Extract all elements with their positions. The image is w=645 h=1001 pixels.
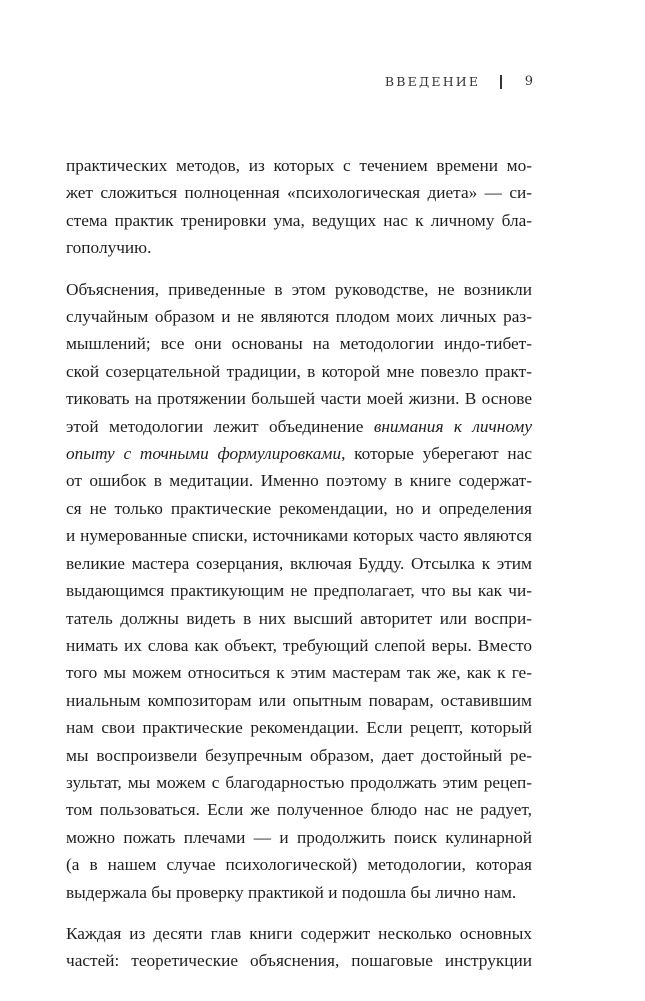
paragraph-1: [66, 152, 532, 262]
header-separator: [500, 75, 502, 89]
text-line: (а в нашем случае психологической) методологии, которая: [66, 855, 532, 875]
text-line: частей: теоретические объяснения, пошаговые инструкции: [66, 951, 532, 971]
text-line: того мы можем относиться к этим мастерам так же, как к ге-: [66, 663, 532, 683]
line-text: этой методологии лежит объединение: [66, 416, 364, 436]
text-line: тиковать на протяжении большей части моей жизни. В основе: [66, 389, 532, 409]
text-line: гополучию.: [66, 238, 152, 258]
text-line: мы воспроизвели безупречным образом, дает достойный ре-: [66, 745, 532, 765]
paragraph-3: [66, 920, 532, 975]
line-text: , которые уберегают нас: [341, 444, 532, 464]
text-line: Объяснения, приведенные в этом руководстве, не возникли: [66, 279, 532, 299]
paragraph-2: [66, 276, 532, 906]
text-line: Каждая из десяти глав книги содержит несколько основных: [66, 923, 532, 943]
text-line: случайным образом и не являются плодом моих личных раз-: [66, 307, 532, 327]
text-line: можно пожать плечами — и продолжить поиск кулинарной: [66, 827, 532, 847]
text-line: выдающимся практикующим не предполагает, что вы как чи-: [66, 581, 532, 601]
body-text: [66, 152, 532, 975]
section-title: ВВЕДЕНИЕ: [384, 74, 481, 89]
running-header: [385, 74, 533, 89]
text-line: от ошибок в медитации. Именно поэтому в книге содержат-: [66, 471, 532, 491]
text-line: нимать их слова как объект, требующий слепой веры. Вместо: [66, 635, 532, 655]
text-line: выдержала бы проверку практикой и подошла бы лично нам.: [66, 882, 517, 902]
text-line: стема практик тренировки ума, ведущих нас к личному бла-: [66, 210, 532, 230]
text-line-with-italic: [66, 413, 532, 440]
text-line: зультат, мы можем с благодарностью продолжать этим рецеп-: [66, 772, 532, 792]
italic-phrase: внимания к личному: [373, 416, 532, 436]
text-line: практических методов, из которых с течением времени мо-: [66, 156, 532, 175]
text-line-with-italic: [66, 440, 532, 467]
italic-phrase: опыту с точными формулировками: [66, 444, 342, 464]
text-line: ниальным композиторам или опытным поварам, оставившим: [66, 690, 532, 710]
text-line: нам свои практические рекомендации. Если рецепт, который: [66, 718, 532, 738]
text-line: том пользоваться. Если же полученное блюдо нас не радует,: [66, 800, 532, 820]
text-line: и нумерованные списки, источниками которых часто являются: [66, 526, 532, 546]
text-line: мышлений; все они основаны на методологии индо-тибет-: [66, 334, 532, 354]
page-number: 9: [524, 74, 533, 89]
text-line: ской созерцательной традиции, в которой мне повезло практ-: [66, 361, 532, 381]
text-line: ся не только практические рекомендации, но и определения: [66, 498, 532, 518]
text-line: великие мастера созерцания, включая Будду. Отсылка к этим: [66, 553, 532, 573]
text-line: татель должны видеть в них высший авторитет или воспри-: [66, 608, 532, 628]
text-line: жет сложиться полноценная «психологическая диета» — си-: [66, 183, 532, 203]
